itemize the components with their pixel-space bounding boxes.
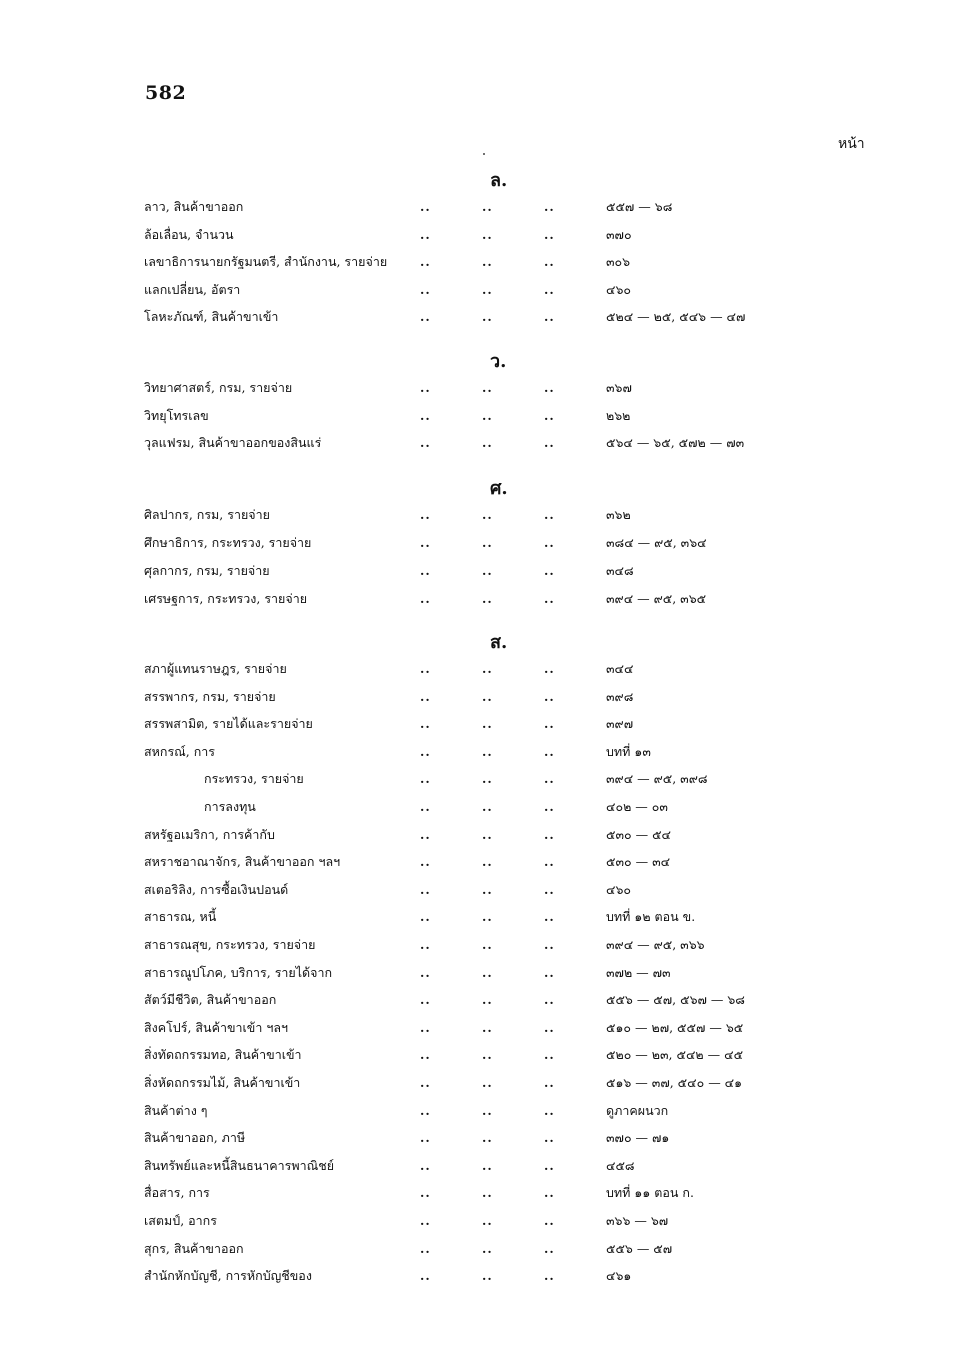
page-reference: ๓๙๔ — ๙๕, ๓๖๕ — [606, 591, 707, 606]
leader-dots: .. — [420, 799, 431, 814]
page-reference: ๕๒๐ — ๒๓, ๕๔๒ — ๔๕ — [606, 1047, 744, 1062]
index-term: สินค้าต่าง ๆ — [144, 1103, 208, 1118]
leader-dots: .. — [544, 771, 555, 786]
index-entry — [140, 851, 790, 873]
leader-dots: .. — [544, 1213, 555, 1228]
page-reference: ๒๖๒ — [606, 408, 631, 423]
leader-dots: .. — [544, 965, 555, 980]
leader-dots: .. — [482, 689, 493, 704]
leader-dots: .. — [482, 854, 493, 869]
index-term: สิ่งทัดถกรรมทอ, สินค้าขาเข้า — [144, 1047, 302, 1062]
leader-dots: .. — [420, 591, 431, 606]
section-heading: ล. — [490, 170, 508, 191]
index-term: สินทรัพย์และหนี้สินธนาคารพาณิชย์ — [144, 1158, 335, 1173]
leader-dots: .. — [420, 661, 431, 676]
index-term: สาธารณสุข, กระทรวง, รายจ่าย — [144, 937, 316, 952]
leader-dots: .. — [420, 227, 431, 242]
leader-dots: .. — [420, 1185, 431, 1200]
leader-dots: .. — [482, 1075, 493, 1090]
leader-dots: .. — [420, 1020, 431, 1035]
leader-dots: .. — [482, 309, 493, 324]
leader-dots: .. — [544, 199, 555, 214]
index-term: สหรัฐอเมริกา, การค้ากับ — [144, 827, 275, 842]
leader-dots: .. — [482, 1103, 493, 1118]
leader-dots: .. — [544, 1103, 555, 1118]
leader-dots: .. — [420, 435, 431, 450]
leader-dots: .. — [482, 1158, 493, 1173]
leader-dots: .. — [420, 254, 431, 269]
leader-dots: .. — [420, 1268, 431, 1283]
leader-dots: .. — [544, 689, 555, 704]
index-entry — [140, 306, 790, 328]
page-reference: ๕๕๖ — ๕๗, ๕๖๗ — ๖๘ — [606, 992, 745, 1007]
index-entry — [140, 934, 790, 956]
leader-dots: .. — [544, 309, 555, 324]
page-reference: ๔๖๐ — [606, 882, 632, 897]
leader-dots: .. — [482, 591, 493, 606]
leader-dots: .. — [544, 854, 555, 869]
leader-dots: .. — [420, 1075, 431, 1090]
index-term: สิงคโปร์, สินค้าขาเข้า ฯลฯ — [144, 1020, 289, 1035]
index-entry — [140, 196, 790, 218]
page-reference: บทที่ ๑๓ — [606, 744, 651, 759]
leader-dots: .. — [544, 1158, 555, 1173]
page-reference: ๕๒๔ — ๒๕, ๕๔๖ — ๔๗ — [606, 309, 746, 324]
page-reference: ๓๗๒ — ๗๓ — [606, 965, 671, 980]
page-reference: ๔๖๐ — [606, 282, 632, 297]
leader-dots: .. — [544, 661, 555, 676]
leader-dots: .. — [544, 716, 555, 731]
index-entry — [140, 989, 790, 1011]
page-reference: ๔๐๒ — ๐๓ — [606, 799, 668, 814]
section-heading: ว. — [490, 351, 507, 372]
page-reference: ๕๓๐ — ๓๔ — [606, 854, 671, 869]
page-reference: ๕๖๔ — ๖๕, ๕๗๒ — ๗๓ — [606, 435, 745, 450]
print-speck — [483, 153, 485, 155]
leader-dots: .. — [544, 1047, 555, 1062]
page-reference: ๓๐๖ — [606, 254, 631, 269]
index-term: สัตว์มีชีวิต, สินค้าขาออก — [144, 992, 277, 1007]
page-reference: ๓๔๘ — [606, 563, 634, 578]
index-entry — [140, 279, 790, 301]
leader-dots: .. — [482, 254, 493, 269]
index-entry — [140, 504, 790, 526]
index-entry — [140, 1238, 790, 1260]
index-term: สภาผู้แทนราษฎร, รายจ่าย — [144, 661, 287, 676]
leader-dots: .. — [482, 716, 493, 731]
page-reference: ๕๑๐ — ๒๗, ๕๕๗ — ๖๕ — [606, 1020, 744, 1035]
index-term: สรรพสามิต, รายได้และรายจ่าย — [144, 716, 313, 731]
leader-dots: .. — [544, 435, 555, 450]
index-entry — [140, 377, 790, 399]
leader-dots: .. — [544, 992, 555, 1007]
index-entry — [140, 560, 790, 582]
leader-dots: .. — [482, 199, 493, 214]
page-reference: ๓๗๐ — ๗๑ — [606, 1130, 670, 1145]
page-reference: ๓๖๒ — [606, 507, 631, 522]
leader-dots: .. — [420, 771, 431, 786]
leader-dots: .. — [544, 591, 555, 606]
page-reference: ๓๙๗ — [606, 716, 634, 731]
leader-dots: .. — [544, 1020, 555, 1035]
page-reference: บทที่ ๑๒ ตอน ข. — [606, 909, 696, 924]
index-entry — [140, 1100, 790, 1122]
leader-dots: .. — [482, 435, 493, 450]
page-reference: ๓๔๔ — [606, 661, 634, 676]
index-term: แลกเปลี่ยน, อัตรา — [144, 282, 241, 297]
leader-dots: .. — [544, 1075, 555, 1090]
index-term: สหราชอาณาจักร, สินค้าขาออก ฯลฯ — [144, 854, 341, 869]
index-term: ศุลกากร, กรม, รายจ่าย — [144, 563, 270, 578]
leader-dots: .. — [420, 199, 431, 214]
index-term: สาธารณ, หนี้ — [144, 909, 217, 924]
index-entry — [140, 906, 790, 928]
index-entry — [140, 1210, 790, 1232]
leader-dots: .. — [420, 937, 431, 952]
page-reference: ๓๙๔ — ๙๕, ๓๖๖ — [606, 937, 705, 952]
index-entry — [140, 741, 790, 763]
leader-dots: .. — [482, 507, 493, 522]
page-reference: ๓๘๔ — ๙๕, ๓๖๔ — [606, 535, 707, 550]
index-term: ล้อเลื่อน, จำนวน — [144, 227, 234, 242]
leader-dots: .. — [482, 1130, 493, 1145]
index-entry — [140, 251, 790, 273]
section-heading: ส. — [490, 632, 508, 653]
leader-dots: .. — [420, 992, 431, 1007]
page-reference: บทที่ ๑๑ ตอน ก. — [606, 1185, 694, 1200]
index-entry — [140, 824, 790, 846]
page-reference: ดูภาคผนวก — [606, 1103, 669, 1118]
leader-dots: .. — [544, 827, 555, 842]
leader-dots: .. — [420, 1158, 431, 1173]
index-entry — [140, 1017, 790, 1039]
leader-dots: .. — [482, 563, 493, 578]
index-term: สิ่งหัดถกรรมไม้, สินค้าขาเข้า — [144, 1075, 301, 1090]
index-term: วุลแฟรม, สินค้าขาออกของสินแร่ — [144, 435, 322, 450]
leader-dots: .. — [544, 909, 555, 924]
leader-dots: .. — [482, 937, 493, 952]
leader-dots: .. — [482, 661, 493, 676]
index-entry — [140, 796, 790, 818]
leader-dots: .. — [420, 1103, 431, 1118]
page-reference: ๕๕๖ — ๕๗ — [606, 1241, 673, 1256]
leader-dots: .. — [544, 1185, 555, 1200]
index-entry — [140, 686, 790, 708]
index-term: สำนักหักบัญชี, การหักบัญชีของ — [144, 1268, 312, 1283]
page-column-heading: หน้า — [838, 136, 865, 152]
leader-dots: .. — [544, 799, 555, 814]
leader-dots: .. — [482, 1185, 493, 1200]
index-entry — [140, 768, 790, 790]
leader-dots: .. — [482, 827, 493, 842]
leader-dots: .. — [482, 1268, 493, 1283]
leader-dots: .. — [544, 507, 555, 522]
leader-dots: .. — [420, 380, 431, 395]
page-reference: ๓๙๘ — [606, 689, 634, 704]
leader-dots: .. — [544, 227, 555, 242]
index-entry — [140, 962, 790, 984]
leader-dots: .. — [482, 380, 493, 395]
leader-dots: .. — [544, 254, 555, 269]
index-entry — [140, 1127, 790, 1149]
leader-dots: .. — [420, 1213, 431, 1228]
leader-dots: .. — [420, 507, 431, 522]
page-reference: ๔๖๑ — [606, 1268, 632, 1283]
index-entry — [140, 1072, 790, 1094]
leader-dots: .. — [420, 408, 431, 423]
index-term: ลาว, สินค้าขาออก — [144, 199, 244, 214]
page-reference: ๕๕๗ — ๖๘ — [606, 199, 673, 214]
index-entry — [140, 1155, 790, 1177]
leader-dots: .. — [544, 408, 555, 423]
index-term: สินค้าขาออก, ภาษี — [144, 1130, 246, 1145]
leader-dots: .. — [420, 854, 431, 869]
index-entry — [140, 588, 790, 610]
leader-dots: .. — [420, 716, 431, 731]
leader-dots: .. — [544, 380, 555, 395]
index-entry — [140, 879, 790, 901]
leader-dots: .. — [482, 771, 493, 786]
leader-dots: .. — [482, 1213, 493, 1228]
index-term: ศึกษาธิการ, กระทรวง, รายจ่าย — [144, 535, 312, 550]
index-term: เศรษฐการ, กระทรวง, รายจ่าย — [144, 591, 308, 606]
leader-dots: .. — [482, 1241, 493, 1256]
leader-dots: .. — [420, 563, 431, 578]
leader-dots: .. — [544, 535, 555, 550]
leader-dots: .. — [482, 909, 493, 924]
page-number: 582 — [145, 82, 187, 104]
index-term: สหกรณ์, การ — [144, 744, 215, 759]
leader-dots: .. — [544, 282, 555, 297]
leader-dots: .. — [482, 965, 493, 980]
index-entry — [140, 432, 790, 454]
index-entry — [140, 405, 790, 427]
leader-dots: .. — [482, 1020, 493, 1035]
leader-dots: .. — [420, 744, 431, 759]
leader-dots: .. — [482, 408, 493, 423]
index-term: วิทยุโทรเลข — [144, 408, 209, 423]
index-term: ศิลปากร, กรม, รายจ่าย — [144, 507, 270, 522]
leader-dots: .. — [482, 799, 493, 814]
index-term: วิทยาศาสตร์, กรม, รายจ่าย — [144, 380, 293, 395]
index-entry — [140, 1182, 790, 1204]
index-entry — [140, 1044, 790, 1066]
leader-dots: .. — [482, 882, 493, 897]
leader-dots: .. — [482, 282, 493, 297]
index-term: การลงทุน — [204, 799, 256, 814]
index-entry — [140, 532, 790, 554]
index-term: สเตอริลิง, การซื้อเงินปอนด์ — [144, 882, 289, 897]
leader-dots: .. — [420, 909, 431, 924]
index-entry — [140, 713, 790, 735]
leader-dots: .. — [544, 1130, 555, 1145]
leader-dots: .. — [544, 937, 555, 952]
index-term: สาธารณูปโภค, บริการ, รายได้จาก — [144, 965, 333, 980]
leader-dots: .. — [420, 689, 431, 704]
index-term: เสตมป์, อากร — [144, 1213, 217, 1228]
leader-dots: .. — [544, 1268, 555, 1283]
page-reference: ๔๕๘ — [606, 1158, 635, 1173]
index-term: เลขาธิการนายกรัฐมนตรี, สำนักงาน, รายจ่าย — [144, 254, 388, 269]
index-term: กระทรวง, รายจ่าย — [204, 771, 304, 786]
leader-dots: .. — [420, 1047, 431, 1062]
index-term: สรรพากร, กรม, รายจ่าย — [144, 689, 276, 704]
index-term: สุกร, สินค้าขาออก — [144, 1241, 244, 1256]
index-entry — [140, 224, 790, 246]
leader-dots: .. — [420, 965, 431, 980]
page-reference: ๕๓๐ — ๕๔ — [606, 827, 672, 842]
page-reference: ๓๖๖ — ๖๗ — [606, 1213, 669, 1228]
leader-dots: .. — [420, 282, 431, 297]
leader-dots: .. — [482, 992, 493, 1007]
leader-dots: .. — [482, 535, 493, 550]
index-entry — [140, 1265, 790, 1287]
index-term: สื่อสาร, การ — [144, 1185, 210, 1200]
page-reference: ๓๙๔ — ๙๕, ๓๙๘ — [606, 771, 708, 786]
leader-dots: .. — [420, 827, 431, 842]
leader-dots: .. — [482, 744, 493, 759]
index-entry — [140, 658, 790, 680]
page-reference: ๕๑๖ — ๓๗, ๕๔๐ — ๔๑ — [606, 1075, 743, 1090]
leader-dots: .. — [544, 563, 555, 578]
leader-dots: .. — [420, 535, 431, 550]
leader-dots: .. — [420, 1130, 431, 1145]
leader-dots: .. — [544, 744, 555, 759]
leader-dots: .. — [544, 882, 555, 897]
section-heading: ศ. — [490, 478, 508, 499]
index-term: โลหะภัณฑ์, สินค้าขาเข้า — [144, 309, 279, 324]
leader-dots: .. — [420, 1241, 431, 1256]
leader-dots: .. — [420, 882, 431, 897]
page-reference: ๓๗๐ — [606, 227, 632, 242]
leader-dots: .. — [544, 1241, 555, 1256]
page-reference: ๓๖๗ — [606, 380, 632, 395]
leader-dots: .. — [482, 227, 493, 242]
leader-dots: .. — [482, 1047, 493, 1062]
leader-dots: .. — [420, 309, 431, 324]
